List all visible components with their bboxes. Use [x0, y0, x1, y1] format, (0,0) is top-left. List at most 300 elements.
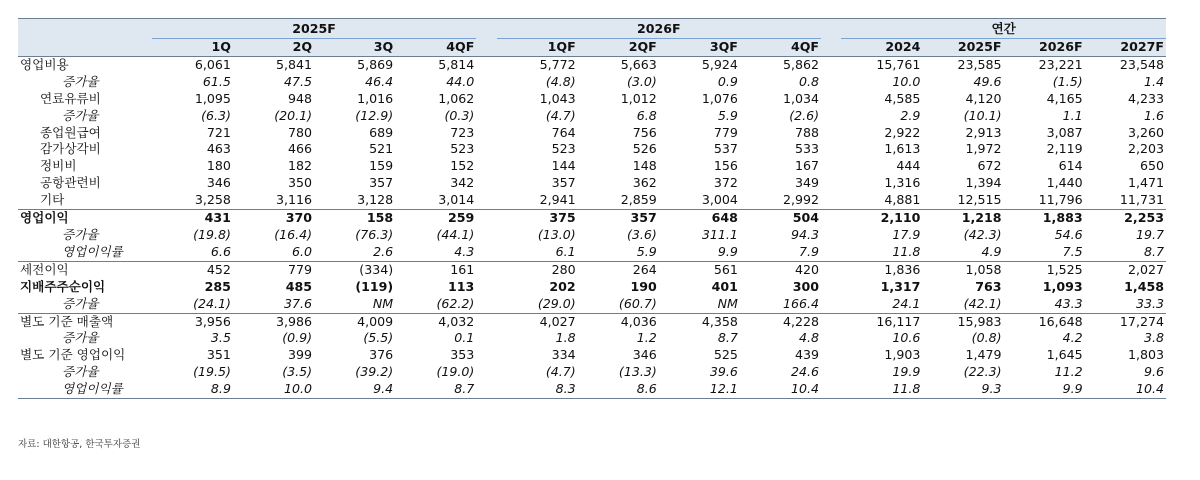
value-cell: 521 [369, 141, 394, 157]
group-header-annual: 연간 [841, 19, 1166, 39]
value-cell: 5,814 [438, 56, 475, 72]
value-cell: (20.1) [274, 107, 313, 123]
value-cell: 3.8 [1143, 330, 1164, 346]
value-cell: 1,062 [438, 90, 475, 106]
value-cell: 4.8 [799, 330, 820, 346]
group-gap [476, 39, 496, 57]
row-label: 정비비 [40, 158, 77, 174]
value-cell: 23,585 [957, 56, 1002, 72]
value-cell: 6.8 [636, 107, 657, 123]
group-gap [821, 313, 841, 330]
value-cell: (42.1) [963, 295, 1002, 311]
table-row [18, 347, 1166, 364]
column-header: 4QF [740, 39, 821, 57]
group-gap [476, 125, 496, 142]
value-cell: 166.4 [782, 295, 820, 311]
value-cell: 9.4 [314, 381, 395, 398]
group-gap [476, 175, 496, 192]
row-label: 기타 [40, 192, 65, 208]
value-cell: 10.0 [233, 381, 314, 398]
value-cell: 452 [152, 261, 233, 278]
value-cell: (4.7) [545, 364, 576, 380]
value-cell: 4,036 [578, 313, 659, 330]
value-cell: (119) [355, 278, 394, 294]
value-cell: 0.1 [454, 330, 475, 346]
group-gap [476, 141, 496, 158]
value-cell: 167 [795, 158, 820, 174]
group-header-row [18, 19, 1166, 39]
value-cell: 190 [630, 278, 657, 294]
column-header-row [18, 39, 1166, 57]
value-cell: 5.9 [636, 243, 657, 259]
value-cell: (76.3) [355, 226, 394, 242]
value-cell: 1.1 [1062, 107, 1083, 123]
value-cell: 10.4 [740, 381, 821, 398]
value-cell: 300 [792, 278, 820, 294]
value-cell: 2.6 [373, 243, 394, 259]
group-gap [476, 244, 496, 261]
group-gap [476, 347, 496, 364]
value-cell: 526 [632, 141, 657, 157]
group-gap [821, 91, 841, 108]
value-cell: 614 [1058, 158, 1083, 174]
group-gap [821, 381, 841, 398]
value-cell: NM [717, 295, 738, 311]
value-cell: 357 [578, 210, 659, 227]
value-cell: 3,260 [1127, 124, 1164, 140]
table-row [18, 141, 1166, 158]
value-cell: 485 [285, 278, 313, 294]
value-cell: 19.9 [892, 364, 921, 380]
value-cell: 7.9 [799, 243, 820, 259]
table-row [18, 158, 1166, 175]
value-cell: 4,233 [1127, 90, 1164, 106]
value-cell: 444 [896, 158, 921, 174]
value-cell: 357 [551, 175, 576, 191]
row-label: 별도 기준 영업이익 [20, 347, 126, 363]
group-gap [476, 330, 496, 347]
value-cell: 2,119 [1046, 141, 1083, 157]
value-cell: 156 [713, 158, 738, 174]
table-row [18, 56, 1166, 73]
value-cell: 10.4 [1085, 381, 1166, 398]
value-cell: 11.2 [1054, 364, 1083, 380]
value-cell: 94.3 [791, 226, 820, 242]
value-cell: 4,165 [1046, 90, 1083, 106]
value-cell: 4,358 [659, 313, 740, 330]
value-cell: 948 [288, 90, 313, 106]
value-cell: (13.3) [618, 364, 657, 380]
value-cell: 17,274 [1085, 313, 1166, 330]
group-gap [476, 261, 496, 278]
value-cell: 2,253 [1085, 210, 1166, 227]
value-cell: 182 [288, 158, 313, 174]
value-cell: 1,034 [782, 90, 820, 106]
value-cell: 2,992 [782, 192, 820, 208]
value-cell: 1,803 [1127, 347, 1164, 363]
value-cell: 9.3 [922, 381, 1003, 398]
value-cell: (4.8) [545, 73, 576, 89]
value-cell: 5,862 [782, 56, 820, 72]
value-cell: 264 [578, 261, 659, 278]
value-cell: (5.5) [363, 330, 394, 346]
value-cell: 39.6 [709, 364, 738, 380]
table-row [18, 175, 1166, 192]
value-cell: 672 [977, 158, 1002, 174]
column-header: 2024 [841, 39, 922, 57]
value-cell: (16.4) [274, 226, 313, 242]
value-cell: 5.9 [717, 107, 738, 123]
value-cell: (60.7) [618, 295, 657, 311]
value-cell: 5,924 [701, 56, 738, 72]
value-cell: 46.4 [365, 73, 394, 89]
value-cell: (13.0) [537, 226, 576, 242]
value-cell: 1,012 [620, 90, 657, 106]
group-gap [821, 227, 841, 244]
value-cell: 4,881 [884, 192, 921, 208]
column-header: 2Q [233, 39, 314, 57]
value-cell: 6.6 [210, 243, 231, 259]
value-cell: 780 [288, 124, 313, 140]
group-header-2026: 2026F [497, 19, 821, 39]
value-cell: 399 [288, 347, 313, 363]
source-note: 자료: 대한항공, 한국투자증권 [18, 439, 141, 450]
value-cell: (62.2) [436, 295, 475, 311]
value-cell: 5,772 [539, 56, 576, 72]
group-gap [821, 39, 841, 57]
corner-cell [18, 19, 152, 39]
value-cell: 372 [713, 175, 738, 191]
row-label: 영업비용 [20, 56, 69, 72]
value-cell: (0.9) [282, 330, 313, 346]
table-row [18, 227, 1166, 244]
group-gap [476, 56, 496, 73]
row-label: 증가율 [62, 107, 99, 123]
value-cell: 5,869 [357, 56, 394, 72]
value-cell: 10.0 [892, 73, 921, 89]
value-cell: 16,117 [841, 313, 922, 330]
value-cell: 523 [450, 141, 475, 157]
value-cell: 1,471 [1127, 175, 1164, 191]
value-cell: 5,663 [620, 56, 657, 72]
value-cell: 349 [795, 175, 820, 191]
column-header: 2025F [922, 39, 1003, 57]
value-cell: 6,061 [194, 56, 231, 72]
value-cell: 3,004 [701, 192, 738, 208]
value-cell: 285 [204, 278, 231, 294]
value-cell: (44.1) [436, 226, 475, 242]
group-gap [476, 364, 496, 381]
value-cell: 47.5 [284, 73, 313, 89]
value-cell: 43.3 [1054, 295, 1083, 311]
value-cell: 1,317 [880, 278, 921, 294]
value-cell: 49.6 [973, 73, 1002, 89]
value-cell: 33.3 [1135, 295, 1164, 311]
value-cell: 1,016 [357, 90, 394, 106]
table-row [18, 210, 1166, 227]
value-cell: NM [372, 295, 394, 311]
table-row [18, 74, 1166, 91]
value-cell: 24.1 [892, 295, 921, 311]
value-cell: 2,027 [1085, 261, 1166, 278]
table-row [18, 261, 1166, 278]
value-cell: 311.1 [701, 226, 738, 242]
row-label: 공항관련비 [40, 175, 101, 191]
row-label: 별도 기준 매출액 [18, 313, 152, 330]
value-cell: 3,116 [276, 192, 313, 208]
column-header: 3Q [314, 39, 395, 57]
value-cell: 375 [497, 210, 578, 227]
value-cell: 159 [369, 158, 394, 174]
row-label: 감가상각비 [40, 141, 101, 157]
value-cell: 561 [659, 261, 740, 278]
table-row [18, 244, 1166, 261]
value-cell: 6.1 [555, 243, 576, 259]
value-cell: 3,258 [194, 192, 231, 208]
value-cell: 346 [206, 175, 231, 191]
group-gap [476, 158, 496, 175]
group-gap [476, 313, 496, 330]
group-gap [476, 296, 496, 313]
value-cell: (29.0) [537, 295, 576, 311]
value-cell: 4,585 [884, 90, 921, 106]
value-cell: 1,043 [539, 90, 576, 106]
value-cell: (19.5) [193, 364, 231, 380]
value-cell: 19.7 [1135, 226, 1164, 242]
group-gap [821, 175, 841, 192]
value-cell: 1.4 [1143, 73, 1164, 89]
value-cell: 764 [551, 124, 576, 140]
value-cell: 4,009 [314, 313, 395, 330]
column-header: 2026F [1004, 39, 1085, 57]
corner-cell [18, 39, 152, 57]
row-label: 증가율 [62, 295, 99, 311]
value-cell: (3.0) [626, 73, 657, 89]
column-header: 1QF [497, 39, 578, 57]
value-cell: 8.7 [717, 330, 738, 346]
value-cell: 689 [369, 124, 394, 140]
value-cell: 6.0 [292, 243, 313, 259]
value-cell: 3,014 [438, 192, 475, 208]
value-cell: 353 [450, 347, 475, 363]
value-cell: 17.9 [892, 226, 921, 242]
value-cell: (3.5) [282, 364, 313, 380]
value-cell: 1,218 [922, 210, 1003, 227]
value-cell: (1.5) [1052, 73, 1083, 89]
value-cell: 370 [233, 210, 314, 227]
value-cell: 8.7 [395, 381, 476, 398]
value-cell: 5,841 [276, 56, 313, 72]
value-cell: 362 [632, 175, 657, 191]
value-cell: 37.6 [284, 295, 313, 311]
value-cell: 466 [288, 141, 313, 157]
value-cell: 3,128 [357, 192, 394, 208]
value-cell: 4,032 [395, 313, 476, 330]
value-cell: 756 [632, 124, 657, 140]
value-cell: (4.7) [545, 107, 576, 123]
group-gap [821, 56, 841, 73]
value-cell: 1,076 [701, 90, 738, 106]
value-cell: 2,203 [1127, 141, 1164, 157]
value-cell: 723 [450, 124, 475, 140]
value-cell: 1,645 [1046, 347, 1083, 363]
table-row [18, 381, 1166, 398]
value-cell: 11,796 [1038, 192, 1083, 208]
value-cell: 1,972 [965, 141, 1002, 157]
value-cell: 113 [448, 278, 475, 294]
value-cell: (2.6) [789, 107, 820, 123]
value-cell: 3.5 [210, 330, 231, 346]
value-cell: 202 [549, 278, 576, 294]
group-gap [476, 108, 496, 125]
value-cell: 779 [233, 261, 314, 278]
group-gap [821, 296, 841, 313]
value-cell: 763 [975, 278, 1002, 294]
value-cell: 9.6 [1143, 364, 1164, 380]
group-gap [821, 158, 841, 175]
value-cell: 463 [206, 141, 231, 157]
value-cell: 158 [314, 210, 395, 227]
value-cell: 2,941 [539, 192, 576, 208]
value-cell: (24.1) [193, 295, 231, 311]
row-label: 증가율 [62, 226, 99, 242]
value-cell: 648 [659, 210, 740, 227]
row-label: 영업이익률 [62, 243, 123, 259]
group-gap [821, 244, 841, 261]
value-cell: 351 [206, 347, 231, 363]
group-gap [821, 210, 841, 227]
value-cell: (42.3) [963, 226, 1002, 242]
table-row [18, 91, 1166, 108]
value-cell: 1,479 [965, 347, 1002, 363]
value-cell: 148 [632, 158, 657, 174]
group-gap [476, 279, 496, 296]
value-cell: 350 [288, 175, 313, 191]
group-gap [821, 192, 841, 209]
value-cell: 10.6 [892, 330, 921, 346]
value-cell: 144 [551, 158, 576, 174]
column-header: 1Q [152, 39, 233, 57]
row-label: 증가율 [62, 73, 99, 89]
group-gap [476, 381, 496, 398]
value-cell: 61.5 [202, 73, 231, 89]
value-cell: 9.9 [1004, 381, 1085, 398]
group-gap [821, 125, 841, 142]
value-cell: (334) [314, 261, 395, 278]
value-cell: 1,458 [1124, 278, 1164, 294]
value-cell: (22.3) [963, 364, 1002, 380]
table-row [18, 108, 1166, 125]
value-cell: 357 [369, 175, 394, 191]
value-cell: 3,087 [1046, 124, 1083, 140]
value-cell: 1,394 [965, 175, 1002, 191]
value-cell: 9.9 [717, 243, 738, 259]
value-cell: 11.8 [841, 381, 922, 398]
value-cell: 4.9 [981, 243, 1002, 259]
group-gap [821, 141, 841, 158]
group-gap [476, 74, 496, 91]
value-cell: 1,440 [1046, 175, 1083, 191]
value-cell: (10.1) [963, 107, 1002, 123]
table-body [18, 56, 1166, 398]
group-gap [476, 227, 496, 244]
value-cell: (0.3) [444, 107, 475, 123]
value-cell: 11,731 [1119, 192, 1164, 208]
value-cell: 16,648 [1004, 313, 1085, 330]
value-cell: 11.8 [892, 243, 921, 259]
column-header: 4QF [395, 39, 476, 57]
value-cell: (19.8) [193, 226, 231, 242]
value-cell: (12.9) [355, 107, 394, 123]
value-cell: 420 [740, 261, 821, 278]
value-cell: 259 [395, 210, 476, 227]
value-cell: 2,913 [965, 124, 1002, 140]
value-cell: 24.6 [791, 364, 820, 380]
value-cell: 23,548 [1119, 56, 1164, 72]
value-cell: 4.3 [454, 243, 475, 259]
value-cell: 431 [152, 210, 233, 227]
financial-table-container [18, 18, 1166, 399]
column-header: 2027F [1085, 39, 1166, 57]
row-label: 영업이익률 [18, 381, 152, 398]
value-cell: 0.8 [799, 73, 820, 89]
table-row [18, 125, 1166, 142]
row-label: 증가율 [62, 330, 99, 346]
value-cell: 2.9 [900, 107, 921, 123]
value-cell: 15,983 [922, 313, 1003, 330]
value-cell: 401 [711, 278, 738, 294]
value-cell: 44.0 [446, 73, 475, 89]
value-cell: 1,613 [884, 141, 921, 157]
group-gap [476, 19, 496, 39]
value-cell: 1.6 [1143, 107, 1164, 123]
value-cell: 4,120 [965, 90, 1002, 106]
column-header: 3QF [659, 39, 740, 57]
value-cell: (0.8) [971, 330, 1002, 346]
group-gap [821, 108, 841, 125]
value-cell: 0.9 [717, 73, 738, 89]
group-gap [821, 19, 841, 39]
value-cell: 8.6 [578, 381, 659, 398]
value-cell: (3.6) [626, 226, 657, 242]
group-gap [821, 330, 841, 347]
value-cell: 4.2 [1062, 330, 1083, 346]
value-cell: (39.2) [355, 364, 394, 380]
value-cell: 23,221 [1038, 56, 1083, 72]
value-cell: 1.8 [555, 330, 576, 346]
financial-table [18, 18, 1166, 399]
group-gap [821, 279, 841, 296]
value-cell: 180 [206, 158, 231, 174]
value-cell: 779 [713, 124, 738, 140]
value-cell: 3,956 [152, 313, 233, 330]
value-cell: 7.5 [1062, 243, 1083, 259]
value-cell: 2,859 [620, 192, 657, 208]
value-cell: 54.6 [1054, 226, 1083, 242]
value-cell: 4,027 [497, 313, 578, 330]
value-cell: 650 [1139, 158, 1164, 174]
value-cell: 1,903 [884, 347, 921, 363]
group-gap [476, 91, 496, 108]
value-cell: 1,883 [1004, 210, 1085, 227]
value-cell: 280 [497, 261, 578, 278]
group-gap [821, 364, 841, 381]
value-cell: (19.0) [436, 364, 475, 380]
value-cell: 2,110 [841, 210, 922, 227]
value-cell: 152 [450, 158, 475, 174]
value-cell: 533 [795, 141, 820, 157]
group-gap [476, 210, 496, 227]
